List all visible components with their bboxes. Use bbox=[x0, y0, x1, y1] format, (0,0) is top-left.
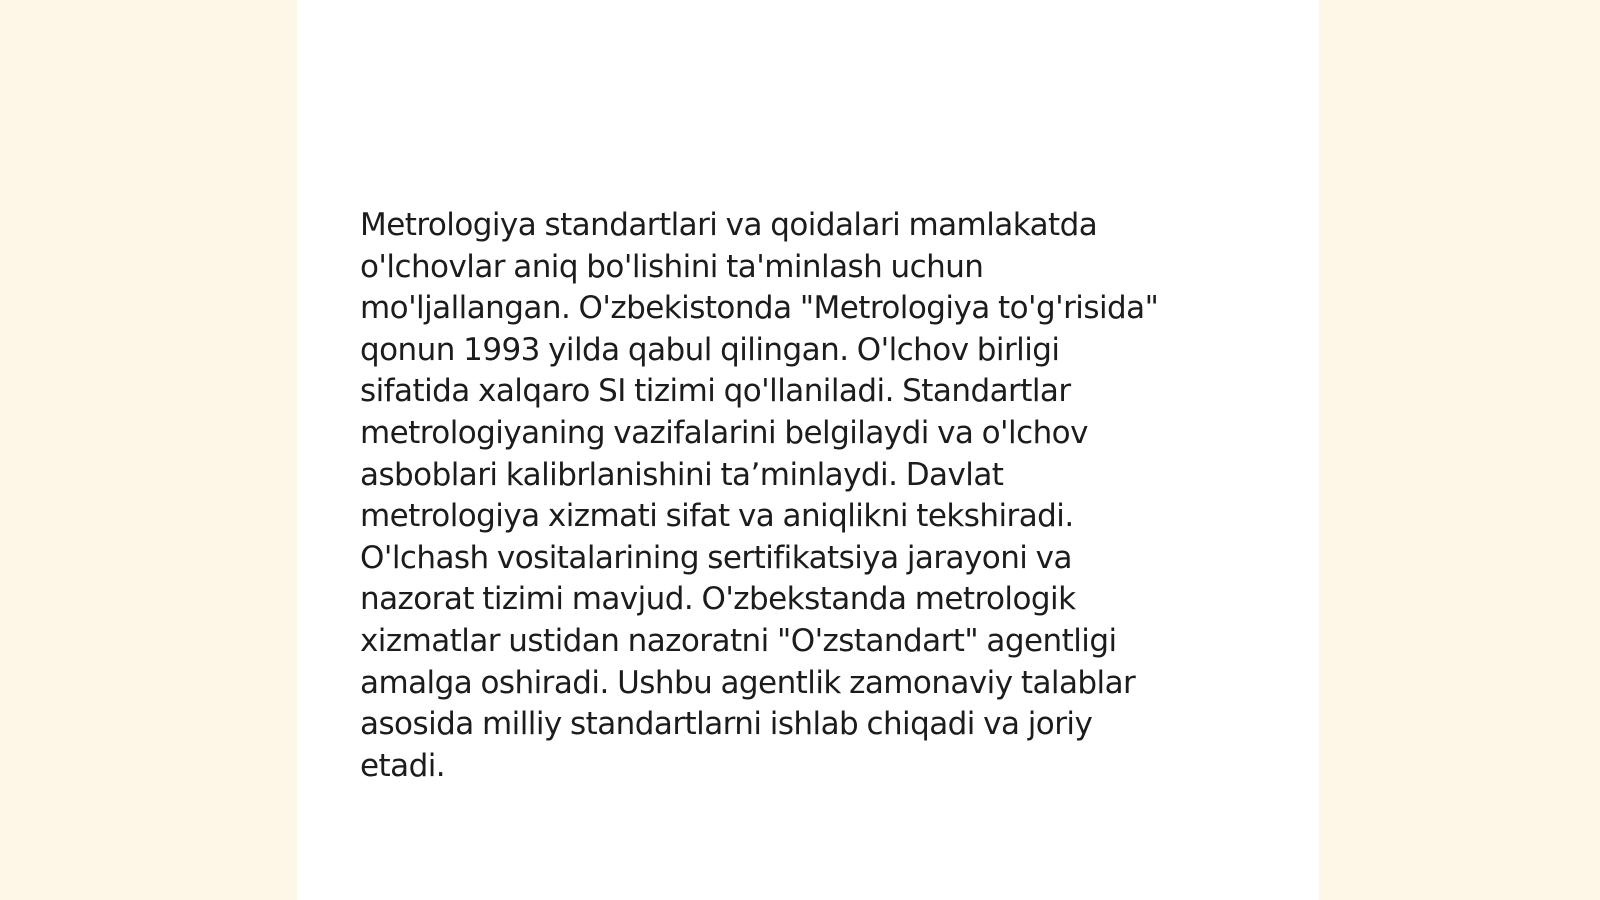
slide-body-text bbox=[360, 205, 1260, 787]
text-line: metrologiya xizmati sifat va aniqlikni tekshiradi. bbox=[360, 498, 1074, 535]
text-line: o'lchovlar aniq bo'lishini ta'minlash uchun bbox=[360, 248, 984, 285]
text-line: nazorat tizimi mavjud. O'zbekstanda metrologik bbox=[360, 581, 1076, 618]
text-line: asosida milliy standartlarni ishlab chiqadi va joriy bbox=[360, 706, 1093, 743]
left-margin-background bbox=[0, 0, 297, 900]
text-line: amalga oshiradi. Ushbu agentlik zamonaviy talablar bbox=[360, 664, 1136, 701]
text-line: xizmatlar ustidan nazoratni "O'zstandart" agentligi bbox=[360, 622, 1117, 659]
text-line: Metrologiya standartlari va qoidalari mamlakatda bbox=[360, 207, 1098, 243]
text-line: asboblari kalibrlanishini ta’minlaydi. Davlat bbox=[360, 456, 1004, 493]
text-line: etadi. bbox=[360, 747, 446, 784]
text-line: mo'ljallangan. O'zbekistonda "Metrologiya to'g'risida" bbox=[360, 290, 1159, 327]
text-line: qonun 1993 yilda qabul qilingan. O'lchov birligi bbox=[360, 331, 1060, 368]
text-line: O'lchash vositalarining sertifikatsiya jarayoni va bbox=[360, 539, 1072, 576]
text-line: sifatida xalqaro SI tizimi qo'llaniladi. Standartlar bbox=[360, 373, 1071, 410]
right-margin-background bbox=[1319, 0, 1600, 900]
slide-page bbox=[297, 0, 1319, 900]
text-line: metrologiyaning vazifalarini belgilaydi va o'lchov bbox=[360, 414, 1088, 451]
